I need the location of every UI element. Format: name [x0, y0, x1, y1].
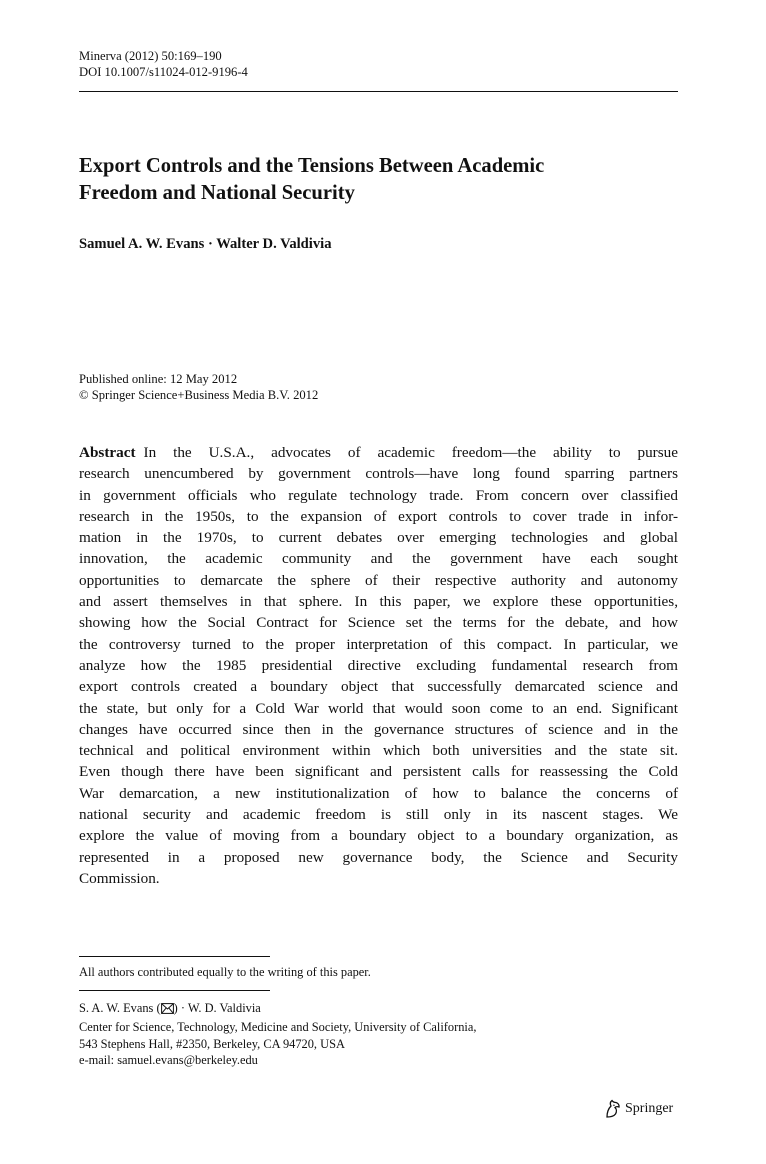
copyright-notice: © Springer Science+Business Media B.V. 2012 — [79, 388, 319, 402]
abstract-line: opportunities to demarcate the sphere of their respective authority and autonomy — [79, 571, 678, 589]
abstract-line — [79, 442, 678, 463]
running-header — [79, 49, 248, 80]
abstract-line: showing how the Social Contract for Science set the terms for the debate, and how — [79, 614, 678, 632]
abstract — [79, 442, 678, 889]
abstract-line: changes have occurred since then in the governance structures of science and in the — [79, 720, 678, 738]
abstract-line: explore the value of moving from a boundary object to a boundary organization, as — [79, 827, 678, 845]
affiliation-address: 543 Stephens Hall, #2350, Berkeley, CA 94720, USA — [79, 1036, 345, 1051]
email-address[interactable]: e-mail: samuel.evans@berkeley.edu — [79, 1053, 258, 1068]
affiliation-institution: Center for Science, Technology, Medicine and Society, University of California, — [79, 1019, 477, 1034]
footnote-rule — [79, 956, 270, 957]
abstract-line: War demarcation, a new institutionalization of how to balance the concerns of — [79, 784, 678, 802]
publication-info — [79, 371, 318, 403]
abstract-line: mation in the 1970s, to current debates over emerging technologies and global — [79, 529, 678, 547]
affiliation-rule — [79, 990, 270, 991]
author-affiliation — [79, 1000, 476, 1069]
author-list: Samuel A. W. Evans · Walter D. Valdivia — [79, 236, 332, 252]
footnote: All authors contributed equally to the writing of this paper. — [79, 965, 371, 979]
abstract-line: research unencumbered by government controls—have long found sparring partners — [79, 465, 678, 483]
publisher-name: Springer — [625, 1101, 674, 1116]
title-line-2: Freedom and National Security — [79, 182, 355, 204]
abstract-label: Abstract — [79, 444, 136, 461]
published-date: Published online: 12 May 2012 — [79, 372, 238, 386]
abstract-line: represented in a proposed new governance body, the Science and Security — [79, 848, 678, 866]
publisher-logo — [604, 1099, 673, 1119]
abstract-line: analyze how the 1985 presidential directive excluding fundamental research from — [79, 656, 678, 674]
abstract-line: and assert themselves in that sphere. In this paper, we explore these opportunities, — [79, 593, 678, 611]
correspondence-line — [79, 1000, 476, 1019]
title-line-1: Export Controls and the Tensions Between Academic — [79, 155, 545, 177]
abstract-line: the state, but only for a Cold War world that would soon come to an end. Significant — [79, 699, 678, 717]
abstract-line: technical and political environment within which both universities and the state sit. — [79, 742, 678, 760]
abstract-line: Commission. — [79, 869, 160, 887]
abstract-line: national security and academic freedom is still only in its nascent stages. We — [79, 806, 678, 824]
abstract-line: innovation, the academic community and the government have each sought — [79, 550, 678, 568]
journal-citation: Minerva (2012) 50:169–190 — [79, 49, 222, 63]
abstract-line: research in the 1950s, to the expansion of export controls to cover trade in infor- — [79, 507, 678, 525]
envelope-icon[interactable] — [161, 1002, 174, 1019]
header-rule — [79, 91, 678, 92]
abstract-text: In the U.S.A., advocates of academic freedom—the ability to pursue — [143, 444, 678, 461]
author-evans: S. A. W. Evans ( — [79, 1001, 161, 1015]
doi-link[interactable]: DOI 10.1007/s11024-012-9196-4 — [79, 64, 248, 79]
author-valdivia: ) · W. D. Valdivia — [173, 1001, 261, 1015]
springer-horse-icon — [604, 1099, 622, 1119]
abstract-line: the controversy turned to the proper interpretation of this compact. In particular, we — [79, 635, 678, 653]
abstract-line: Even though there have been significant and persistent calls for reassessing the Cold — [79, 763, 678, 781]
abstract-line: in government officials who regulate technology trade. From concern over classified — [79, 486, 678, 504]
abstract-line: export controls created a boundary object that successfully demarcated science and — [79, 678, 678, 696]
paper-title — [79, 153, 679, 207]
